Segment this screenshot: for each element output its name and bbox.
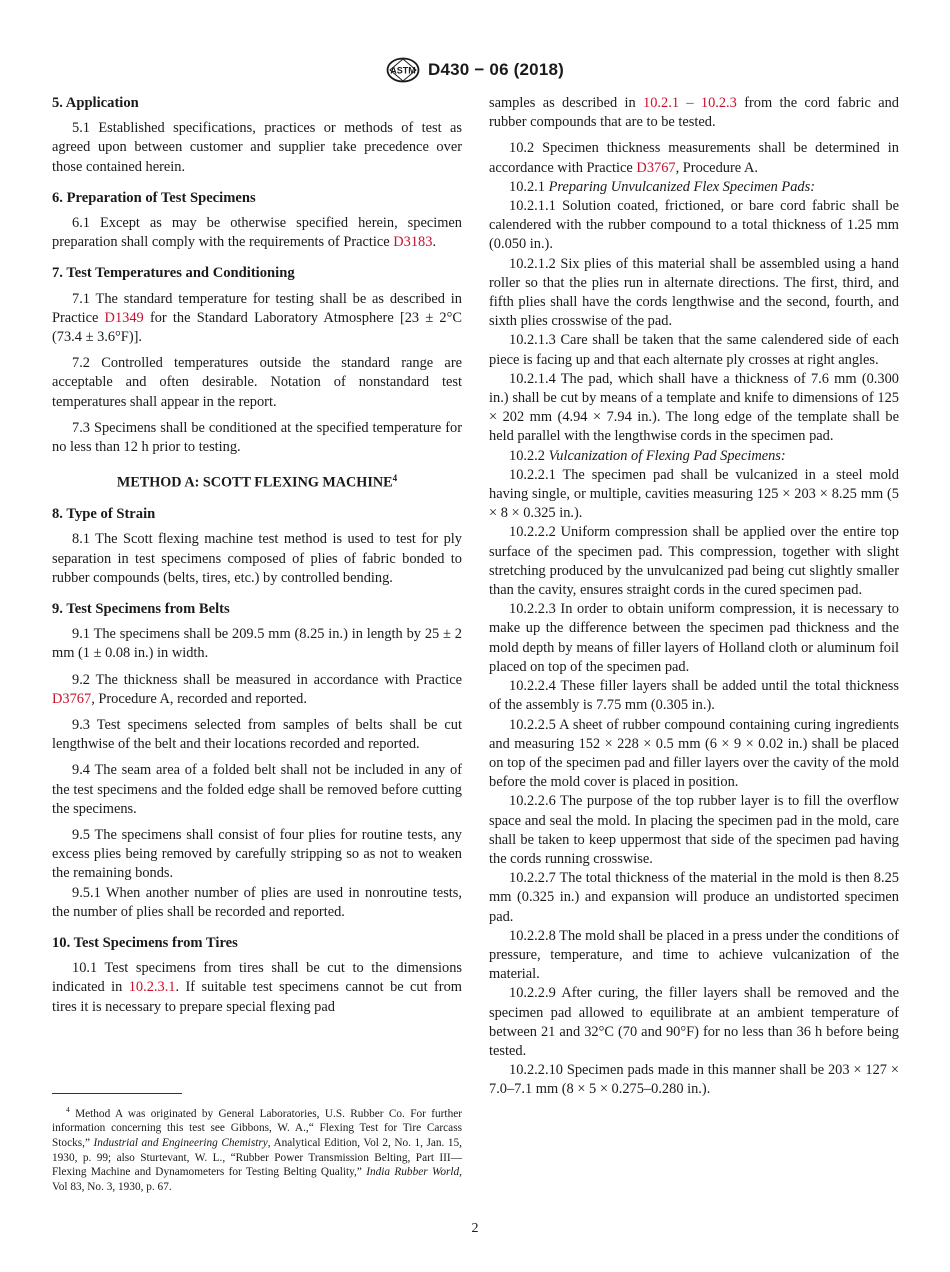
paragraph-10-2-2-4: 10.2.2.4 These filler layers shall be added until the total thickness of the assembly is 7.75 mm (0.305 in.). [489,678,899,714]
right-column [489,94,899,1100]
paragraph-10-2-1: 10.2.1 Preparing Unvulcanized Flex Specimen Pads: [509,178,815,195]
ref-link-d3183[interactable]: D3183 [393,234,433,251]
document-id: D430 − 06 (2018) [428,60,564,79]
footnote-4: $^4$ Method A was originated by General Laboratories, U.S. Rubber Co. For further information concerning this test see Gibbons, W. A.,“ Flexing Test for Tire Carcass Stocks,” Industrial and Engineering Chemistry, Analytical Edition, Vol 2, No. 1, Jan. 15, 1930, p. 99; also Sturtevant, W. L., “Rubber Power Transmission Belting, Part III—Flexing Machine and Dynamometers for Testing Belting Quality,” India Rubber World, Vol 83, No. 3, 1930, p. 67. [52,1105,462,1193]
page-number: 2 [471,1221,479,1236]
section-7-heading: 7. Test Temperatures and Conditioning [52,265,295,282]
paragraph-10-2: 10.2 Specimen thickness measurements shall be determined in accordance with Practice D3767, Procedure A. [489,140,899,176]
paragraph-10-2-2-7: 10.2.2.7 The total thickness of the material in the mold is then 8.25 mm (0.325 in.) and expansion will produce an undistorted specimen pad. [489,870,899,925]
section-6-heading: 6. Preparation of Test Specimens [52,189,256,206]
paragraph-10-2-1-1: 10.2.1.1 Solution coated, frictioned, or bare cord fabric shall be calendered with the rubber compound to a total thickness of 1.25 mm (0.050 in.). [489,198,899,253]
paragraph-10-1-continued: samples as described in 10.2.1 – 10.2.3 from the cord fabric and rubber compounds that are to be tested. [489,95,899,131]
paragraph-5-1: 5.1 Established specifications, practices or methods of test as agreed upon between customer and supplier take precedence over those contained herein. [52,120,462,175]
section-10-heading: 10. Test Specimens from Tires [52,935,238,952]
page-header [0,56,950,84]
paragraph-9-5-1: 9.5.1 When another number of plies are used in nonroutine tests, the number of plies shall be recorded and reported. [52,884,462,920]
paragraph-10-2-2-8: 10.2.2.8 The mold shall be placed in a press under the conditions of pressure, temperature, and time to achieve vulcanization of the material. [489,927,899,983]
paragraph-9-3: 9.3 Test specimens selected from samples of belts shall be cut lengthwise of the belt and their locations recorded and reported. [52,717,462,753]
paragraph-8-1: 8.1 The Scott flexing machine test method is used to test for ply separation in test specimens composed of plies of fabric bonded to rubber compounds (belts, tires, etc.) by controlled bending. [52,531,462,586]
paragraph-7-2: 7.2 Controlled temperatures outside the standard range are acceptable and often desirable. Notation of nonstandard test temperatures shall appear in the report. [52,355,462,410]
paragraph-9-1: 9.1 The specimens shall be 209.5 mm (8.25 in.) in length by 25 ± 2 mm (1 ± 0.08 in.) in width. [52,626,462,662]
paragraph-9-4: 9.4 The seam area of a folded belt shall not be included in any of the test specimens and the folded edge shall be removed before cutting the specimens. [52,762,462,817]
section-8-heading: 8. Type of Strain [52,506,156,523]
paragraph-10-2-1-2: 10.2.1.2 Six plies of this material shall be assembled using a hand roller so that the plies run in alternate directions. The first, third, and fifth plies shall have the cords lengthwise and the second, fourth, and sixth plies crosswise of the pad. [489,255,899,330]
paragraph-10-2-2-2: 10.2.2.2 Uniform compression shall be applied over the entire top surface of the specimen pad. This compression, together with slight stretching produced by the unvulcanized pad being cut slightly smaller than the cavity, ensures straight cords in the cured specimen pad. [489,524,899,599]
section-9-heading: 9. Test Specimens from Belts [52,601,230,617]
paragraph-7-3: 7.3 Specimens shall be conditioned at the specified temperature for no less than 12 h prior to testing. [52,419,462,456]
paragraph-7-1: 7.1 The standard temperature for testing shall be as described in Practice D1349 for the Standard Laboratory Atmosphere [23 ± 2°C (73.4 ± 3.6°F)]. [52,290,462,346]
paragraph-10-2-2-10: 10.2.2.10 Specimen pads made in this manner shall be 203 × 127 × 7.0–7.1 mm (8 × 5 × 0.275–0.280 in.). [489,1062,899,1098]
ref-link-d1349[interactable]: D1349 [104,309,144,326]
paragraph-10-2-2-9: 10.2.2.9 After curing, the filler layers shall be removed and the specimen pad allowed to equilibrate at an ambient temperature of between 21 and 32°C (70 and 90°F) for no less than 36 h before being tested. [489,985,899,1059]
ref-link-d3767-b[interactable]: D3767 [636,159,676,176]
paragraph-10-2-2-1: 10.2.2.1 The specimen pad shall be vulcanized in a steel mold having single, or multiple, cavities measuring 125 × 203 × 8.25 mm (5 × 8 × 0.325 in.). [489,466,899,522]
paragraph-6-1: 6.1 Except as may be otherwise specified herein, specimen preparation shall comply with the requirements of Practice D3183. [52,215,462,251]
paragraph-10-2-2: 10.2.2 Vulcanization of Flexing Pad Specimens: [509,447,786,464]
footnote-divider [52,1093,182,1094]
paragraph-10-2-2-5: 10.2.2.5 A sheet of rubber compound containing curing ingredients and measuring 152 × 228 × 0.5 mm (6 × 9 × 0.02 in.) shall be placed on top of the specimen pad and filler layers over the cavity of the mold before the mold cover is placed in position. [489,716,899,791]
section-5-heading: 5. Application [52,95,139,111]
paragraph-9-5: 9.5 The specimens shall consist of four plies for routine tests, any excess plies being removed by carefully stripping so as not to weaken the remaining bonds. [52,827,462,882]
paragraph-10-2-2-3: 10.2.2.3 In order to obtain uniform compression, it is necessary to make up the difference between the specimen pad thickness and the mold depth by means of filler layers of Holland cloth or aluminum foil placed on top of the specimen pad. [489,601,899,675]
logo-text: ASTM [390,65,416,76]
paragraph-10-2-2-6: 10.2.2.6 The purpose of the top rubber layer is to fill the overflow space and seal the mold. In placing the specimen pad in the mold, care shall be taken to keep uppermost that side of the specimen pad having the cords running crosswise. [489,793,899,867]
ref-link-d3767[interactable]: D3767 [52,690,92,707]
left-column [52,94,462,1017]
paragraph-9-2: 9.2 The thickness shall be measured in accordance with Practice D3767, Procedure A, recorded and reported. [52,671,462,707]
paragraph-10-1: 10.1 Test specimens from tires shall be cut to the dimensions indicated in 10.2.3.1. If suitable test specimens cannot be cut from tires it is necessary to prepare special flexing pad [52,960,462,1015]
paragraph-10-2-1-4: 10.2.1.4 The pad, which shall have a thickness of 7.6 mm (0.300 in.) shall be cut by means of a template and knife to dimensions of 125 × 202 mm (4.94 × 7.94 in.). The long edge of the template shall be held parallel with the lengthwise cords in the specimen pad. [489,370,899,445]
astm-logo-icon [386,57,420,83]
ref-link-10-2-3-1[interactable]: 10.2.3.1 [128,979,176,996]
paragraph-10-2-1-3: 10.2.1.3 Care shall be taken that the same calendered side of each piece is facing up and that each alternate ply crosses at right angles. [489,332,899,368]
method-a-heading: METHOD A: SCOTT FLEXING MACHINE$^4$ [116,473,398,491]
ref-link-10-2-1-range[interactable]: 10.2.1 – 10.2.3 [643,95,737,111]
footnote-marker: 4 [392,473,398,484]
